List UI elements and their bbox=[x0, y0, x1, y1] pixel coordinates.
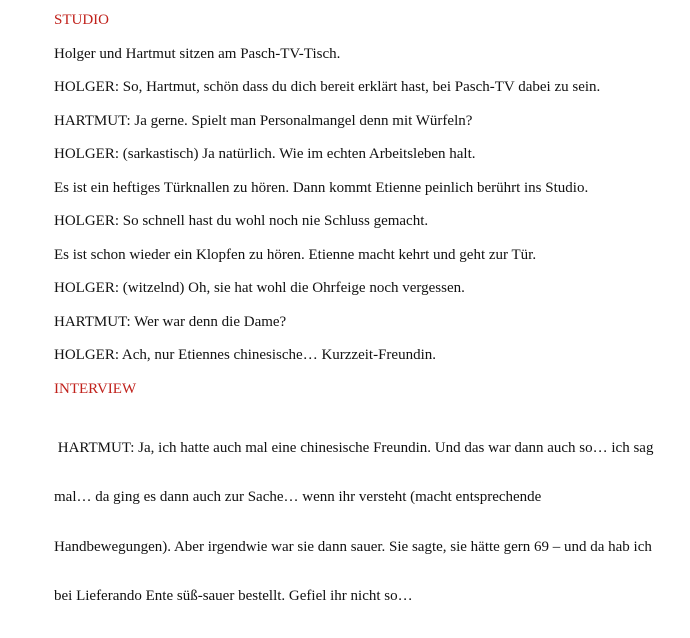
script-document bbox=[54, 11, 674, 638]
dialogue-line: HARTMUT: Wer war denn die Dame? bbox=[54, 313, 287, 330]
interview-paragraph bbox=[54, 407, 669, 638]
dialogue-line: HOLGER: So, Hartmut, schön dass du dich bereit erklärt hast, bei Pasch-TV dabei zu sein. bbox=[54, 79, 601, 95]
dialogue-line: HOLGER: (witzelnd) Oh, sie hat wohl die Ohrfeige noch vergessen. bbox=[54, 280, 465, 296]
stage-direction: Es ist schon wieder ein Klopfen zu hören. Etienne macht kehrt und geht zur Tür. bbox=[54, 246, 537, 263]
dialogue-line: HOLGER: (sarkastisch) Ja natürlich. Wie im echten Arbeitsleben halt. bbox=[54, 146, 476, 162]
interview-line: bei Lieferando Ente süß-sauer bestellt. Gefiel ihr nicht so… bbox=[54, 588, 413, 604]
studio-heading: STUDIO bbox=[54, 12, 109, 28]
stage-direction: Es ist ein heftiges Türknallen zu hören. Dann kommt Etienne peinlich berührt ins Studio. bbox=[54, 179, 589, 196]
dialogue-line: HOLGER: So schnell hast du wohl noch nie Schluss gemacht. bbox=[54, 213, 429, 229]
interview-heading: INTERVIEW bbox=[54, 380, 137, 397]
dialogue-line: HOLGER: Ach, nur Etiennes chinesische… Kurzzeit-Freundin. bbox=[54, 347, 436, 363]
stage-direction: Holger und Hartmut sitzen am Pasch-TV-Tisch. bbox=[54, 45, 341, 62]
interview-line: mal… da ging es dann auch zur Sache… wenn ihr versteht (macht entsprechende bbox=[54, 489, 542, 505]
interview-line: HARTMUT: Ja, ich hatte auch mal eine chinesische Freundin. Und das war dann auch so… ich sag bbox=[54, 439, 654, 456]
dialogue-line: HARTMUT: Ja gerne. Spielt man Personalmangel denn mit Würfeln? bbox=[54, 112, 473, 129]
interview-line: Handbewegungen). Aber irgendwie war sie dann sauer. Sie sagte, sie hätte gern 69 – und da hab ich bbox=[54, 538, 652, 555]
